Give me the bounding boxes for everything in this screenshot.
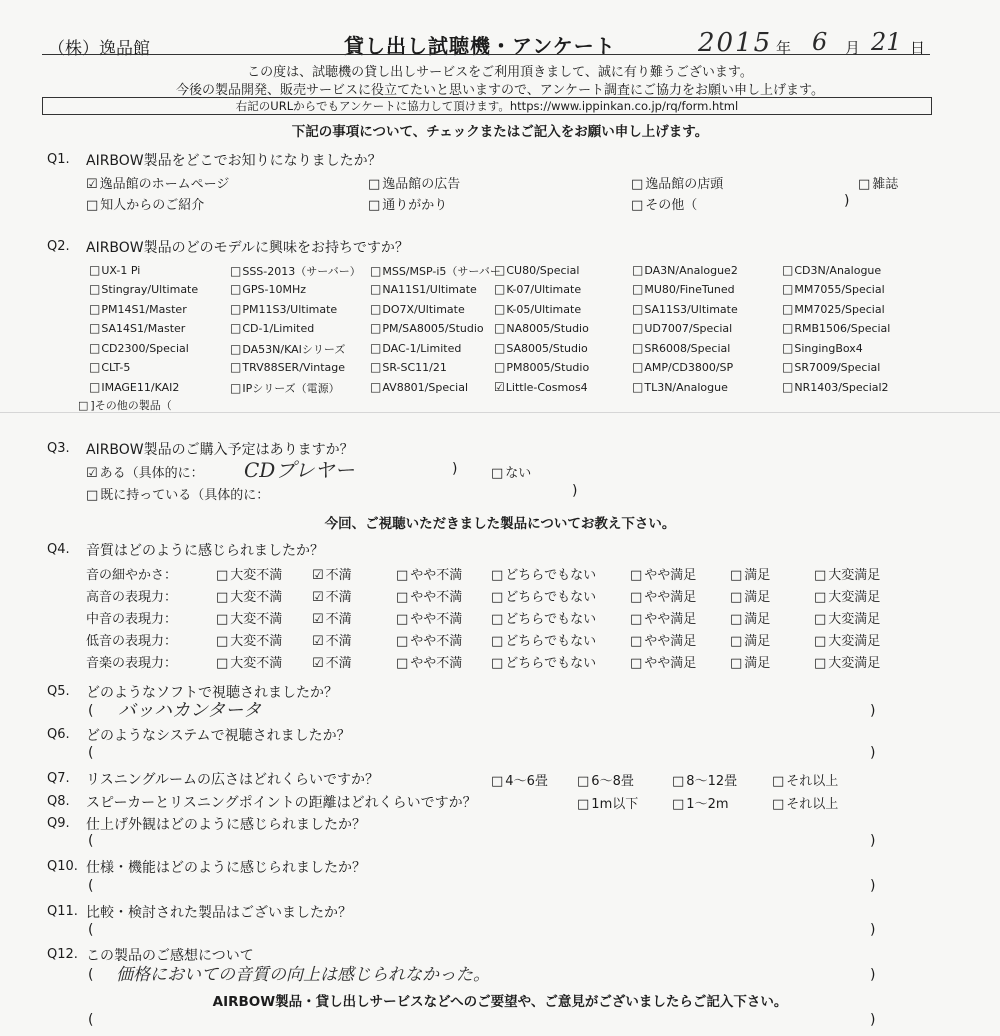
q2-model-option[interactable]: □ SR6008/Special (632, 341, 730, 355)
q3-number: Q3. (47, 441, 70, 456)
q1-text: AIRBOW製品をどこでお知りになりましたか？ (86, 153, 382, 169)
q7-text: リスニングルームの広さはどれくらいですか？ (86, 772, 380, 788)
q2-model-option[interactable]: □ DO7X/Ultimate (370, 302, 465, 316)
q1-number: Q1. (47, 152, 70, 167)
q3-yes-close: ) (452, 461, 458, 477)
q1-option-homepage[interactable]: ☑ 逸品館のホームページ (86, 173, 229, 192)
q2-model-option[interactable]: □ PM11S3/Ultimate (230, 302, 337, 316)
q4-rating-option[interactable]: □ 大変不満 (216, 630, 282, 649)
date-day-unit: 日 (910, 39, 926, 57)
q2-model-option[interactable]: □ RMB1506/Special (782, 321, 890, 335)
q2-model-option[interactable]: □ UD7007/Special (632, 321, 732, 335)
q2-model-option[interactable]: □ MM7055/Special (782, 282, 885, 296)
company-name: （株）逸品館 (48, 39, 150, 59)
q2-model-option[interactable]: □ CLT-5 (89, 360, 130, 374)
q1-option-store[interactable]: □ 逸品館の店頭 (631, 173, 723, 192)
q2-model-option[interactable]: □ CD2300/Special (89, 341, 189, 355)
q9-open-paren: ( (88, 833, 94, 849)
q4-rating-option[interactable]: □ 大変満足 (814, 630, 880, 649)
q2-model-option[interactable]: □ SA14S1/Master (89, 321, 185, 335)
footer-request: AIRBOW製品・貸し出しサービスなどへのご要望や、ご意見がございましたらご記入下さい。 (212, 994, 788, 1010)
q5-number: Q5. (47, 684, 70, 699)
q4-rating-option[interactable]: □ 大変満足 (814, 564, 880, 583)
q2-model-option[interactable]: □ Stingray/Ultimate (89, 282, 198, 296)
date-month-unit: 月 (845, 39, 861, 57)
q4-number: Q4. (47, 542, 70, 557)
q8-option-1m[interactable]: □ 1m以下 (577, 793, 638, 812)
q2-model-option[interactable]: □ AV8801/Special (370, 380, 468, 394)
q2-model-option[interactable]: □ PM/SA8005/Studio (370, 321, 484, 335)
q2-model-option[interactable]: □ MU80/FineTuned (632, 282, 735, 296)
q12-answer[interactable]: 価格においての音質の向上は感じられなかった。 (116, 965, 490, 985)
q4-rating-option[interactable]: ☑ 不満 (312, 564, 352, 583)
q2-model-option[interactable]: □ TRV88SER/Vintage (230, 360, 345, 374)
q4-text: 音質はどのように感じられましたか？ (86, 543, 324, 559)
footer-close-paren: ) (870, 1012, 876, 1028)
q2-model-option[interactable]: □ NA11S1/Ultimate (370, 282, 477, 296)
q4-rating-option[interactable]: □ 満足 (730, 586, 770, 605)
q4-rating-option[interactable]: □ やや満足 (630, 608, 696, 627)
header-rule (42, 54, 930, 55)
q12-open-paren: ( (88, 967, 94, 983)
q4-rating-option[interactable]: □ やや満足 (630, 586, 696, 605)
q4-section-heading: 今回、ご視聴いただきました製品についてお教え下さい。 (324, 516, 676, 532)
q7-option-more[interactable]: □ それ以上 (772, 770, 838, 789)
footer-open-paren: ( (88, 1012, 94, 1028)
q1-option-passing[interactable]: □ 通りがかり (368, 194, 447, 213)
date-day: 21 (871, 28, 902, 56)
q5-open-paren: ( (88, 703, 94, 719)
intro-line-2: 今後の製品開発、販売サービスに役立てたいと思いますので、アンケート調査にご協力をお願い申し上げます。 (176, 83, 824, 98)
q4-row-label: 音の細やかさ： (86, 568, 178, 583)
q4-rating-option[interactable]: □ やや不満 (396, 564, 462, 583)
q4-rating-option[interactable]: ☑ 不満 (312, 652, 352, 671)
q4-row-label: 音楽の表現力： (86, 656, 178, 671)
q4-row-label: 中音の表現力： (86, 612, 178, 627)
q3-text: AIRBOW製品のご購入予定はありますか？ (86, 442, 354, 458)
q2-model-option[interactable]: □ CD3N/Analogue (782, 263, 881, 277)
q10-number: Q10. (47, 859, 78, 874)
q8-option-1-2m[interactable]: □ 1～2m (672, 793, 729, 812)
q2-model-option[interactable]: □ UX-1 Pi (89, 263, 140, 277)
q7-option-8-12[interactable]: □ 8～12畳 (672, 770, 737, 789)
q2-model-option[interactable]: □ SingingBox4 (782, 341, 863, 355)
q4-rating-option[interactable]: □ やや不満 (396, 586, 462, 605)
q4-rating-option[interactable]: □ どちらでもない (491, 586, 596, 605)
q2-other-products[interactable]: □ ]その他の製品（ (78, 397, 172, 413)
q2-model-option[interactable]: □ MM7025/Special (782, 302, 885, 316)
q4-row-label: 高音の表現力： (86, 590, 178, 605)
q4-rating-option[interactable]: □ やや不満 (396, 652, 462, 671)
q2-model-option[interactable]: □ DAC-1/Limited (370, 341, 461, 355)
q4-rating-option[interactable]: □ 大変満足 (814, 608, 880, 627)
q7-number: Q7. (47, 771, 70, 786)
q1-option-magazine[interactable]: □ 雑誌 (858, 173, 898, 192)
q4-rating-option[interactable]: □ やや不満 (396, 608, 462, 627)
q2-text: AIRBOW製品のどのモデルに興味をお持ちですか？ (86, 240, 409, 256)
q4-rating-option[interactable]: □ 満足 (730, 652, 770, 671)
q1-other-close: ) (844, 193, 850, 209)
date-year: 2015 (698, 28, 773, 58)
q12-close-paren: ) (870, 967, 876, 983)
q4-rating-option[interactable]: □ どちらでもない (491, 652, 596, 671)
q3-option-owned[interactable]: □ 既に持っている（具体的に： (86, 484, 269, 503)
q9-text: 仕上げ外観はどのように感じられましたか？ (86, 817, 366, 833)
q9-close-paren: ) (870, 833, 876, 849)
q12-number: Q12. (47, 947, 78, 962)
instruction-heading: 下記の事項について、チェックまたはご記入をお願い申し上げます。 (291, 124, 709, 140)
date-month: 6 (812, 28, 828, 56)
q8-number: Q8. (47, 794, 70, 809)
q4-rating-option[interactable]: □ やや満足 (630, 630, 696, 649)
form-title: 貸し出し試聴機・アンケート (344, 34, 616, 58)
q10-text: 仕様・機能はどのように感じられましたか？ (86, 860, 366, 876)
q7-option-6-8[interactable]: □ 6～8畳 (577, 770, 634, 789)
q2-number: Q2. (47, 239, 70, 254)
fold-line (0, 412, 1000, 413)
q8-text: スピーカーとリスニングポイントの距離はどれくらいですか？ (86, 795, 477, 811)
q10-open-paren: ( (88, 878, 94, 894)
q4-rating-option[interactable]: □ どちらでもない (491, 630, 596, 649)
q4-row-label: 低音の表現力： (86, 634, 178, 649)
q11-close-paren: ) (870, 922, 876, 938)
q6-number: Q6. (47, 727, 70, 742)
q4-rating-option[interactable]: □ やや不満 (396, 630, 462, 649)
q4-rating-option[interactable]: ☑ 不満 (312, 608, 352, 627)
q2-model-option[interactable]: □ CD-1/Limited (230, 321, 314, 335)
q2-model-option[interactable]: □ PM8005/Studio (494, 360, 589, 374)
q2-model-option[interactable]: □ SR-SC11/21 (370, 360, 447, 374)
url-box: 右記のURLからでもアンケートに協力して頂けます。https://www.ippinkan.co.jp/rq/form.html (42, 97, 932, 115)
intro-line-1: この度は、試聴機の貸し出しサービスをご利用頂きまして、誠に有り難うございます。 (247, 65, 753, 80)
q4-rating-option[interactable]: □ 大変満足 (814, 586, 880, 605)
q2-model-option[interactable]: □ AMP/CD3800/SP (632, 360, 733, 374)
q2-model-option[interactable]: □ K-07/Ultimate (494, 282, 581, 296)
q4-rating-option[interactable]: □ どちらでもない (491, 564, 596, 583)
q6-text: どのようなシステムで視聴されましたか？ (86, 728, 351, 744)
q2-model-option[interactable]: □ K-05/Ultimate (494, 302, 581, 316)
date-year-unit: 年 (776, 39, 792, 57)
q2-model-option[interactable]: □ CU80/Special (494, 263, 579, 277)
q7-option-4-6[interactable]: □ 4～6畳 (491, 770, 548, 789)
q12-text: この製品のご感想について (86, 948, 254, 964)
q4-rating-option[interactable]: □ 満足 (730, 630, 770, 649)
q4-rating-option[interactable]: □ やや満足 (630, 652, 696, 671)
q2-model-option[interactable]: □ NR1403/Special2 (782, 380, 889, 394)
q4-rating-option[interactable]: □ 満足 (730, 608, 770, 627)
q4-rating-option[interactable]: ☑ 不満 (312, 630, 352, 649)
q9-number: Q9. (47, 816, 70, 831)
q4-rating-option[interactable]: □ 満足 (730, 564, 770, 583)
q11-text: 比較・検討された製品はございましたか？ (86, 905, 352, 921)
q2-model-option[interactable]: □ SSS-2013（サーバー） (230, 263, 361, 279)
q4-rating-option[interactable]: □ 大変不満 (216, 652, 282, 671)
q5-text: どのようなソフトで視聴されましたか？ (86, 685, 338, 701)
q11-open-paren: ( (88, 922, 94, 938)
q2-model-option[interactable]: ☑ Little-Cosmos4 (494, 380, 588, 394)
q2-model-option[interactable]: □ IMAGE11/KAI2 (89, 380, 179, 394)
q2-model-option[interactable]: □ IPシリーズ（電源） (230, 380, 340, 396)
q2-model-option[interactable]: □ NA8005/Studio (494, 321, 589, 335)
q8-option-more[interactable]: □ それ以上 (772, 793, 838, 812)
q10-close-paren: ) (870, 878, 876, 894)
q2-model-option[interactable]: □ DA53N/KAIシリーズ (230, 341, 345, 357)
q4-rating-option[interactable]: □ どちらでもない (491, 608, 596, 627)
q11-number: Q11. (47, 904, 78, 919)
q3-option-yes[interactable]: ☑ ある（具体的に： (86, 462, 204, 481)
q5-answer[interactable]: バッハカンタータ (118, 700, 262, 721)
q6-close-paren: ) (870, 745, 876, 761)
q3-owned-close: ) (572, 483, 578, 499)
q2-model-option[interactable]: □ MSS/MSP-i5（サーバー (370, 263, 501, 279)
q2-model-option[interactable]: □ GPS-10MHz (230, 282, 306, 296)
q4-rating-option[interactable]: □ 大変不満 (216, 608, 282, 627)
q2-model-option[interactable]: □ PM14S1/Master (89, 302, 187, 316)
q2-model-option[interactable]: □ TL3N/Analogue (632, 380, 728, 394)
q1-option-ad[interactable]: □ 逸品館の広告 (368, 173, 460, 192)
q2-model-option[interactable]: □ DA3N/Analogue2 (632, 263, 738, 277)
q2-model-option[interactable]: □ SR7009/Special (782, 360, 880, 374)
q4-rating-option[interactable]: □ 大変不満 (216, 586, 282, 605)
q6-open-paren: ( (88, 745, 94, 761)
q1-option-other[interactable]: □ その他（ (631, 194, 697, 213)
q1-option-referral[interactable]: □ 知人からのご紹介 (86, 194, 204, 213)
q4-rating-option[interactable]: ☑ 不満 (312, 586, 352, 605)
q2-model-option[interactable]: □ SA8005/Studio (494, 341, 588, 355)
q4-rating-option[interactable]: □ 大変満足 (814, 652, 880, 671)
q3-option-no[interactable]: □ ない (491, 462, 531, 481)
q3-yes-answer[interactable]: CDプレヤー (244, 458, 355, 482)
q4-rating-option[interactable]: □ やや満足 (630, 564, 696, 583)
q4-rating-option[interactable]: □ 大変不満 (216, 564, 282, 583)
q5-close-paren: ) (870, 703, 876, 719)
q2-model-option[interactable]: □ SA11S3/Ultimate (632, 302, 738, 316)
